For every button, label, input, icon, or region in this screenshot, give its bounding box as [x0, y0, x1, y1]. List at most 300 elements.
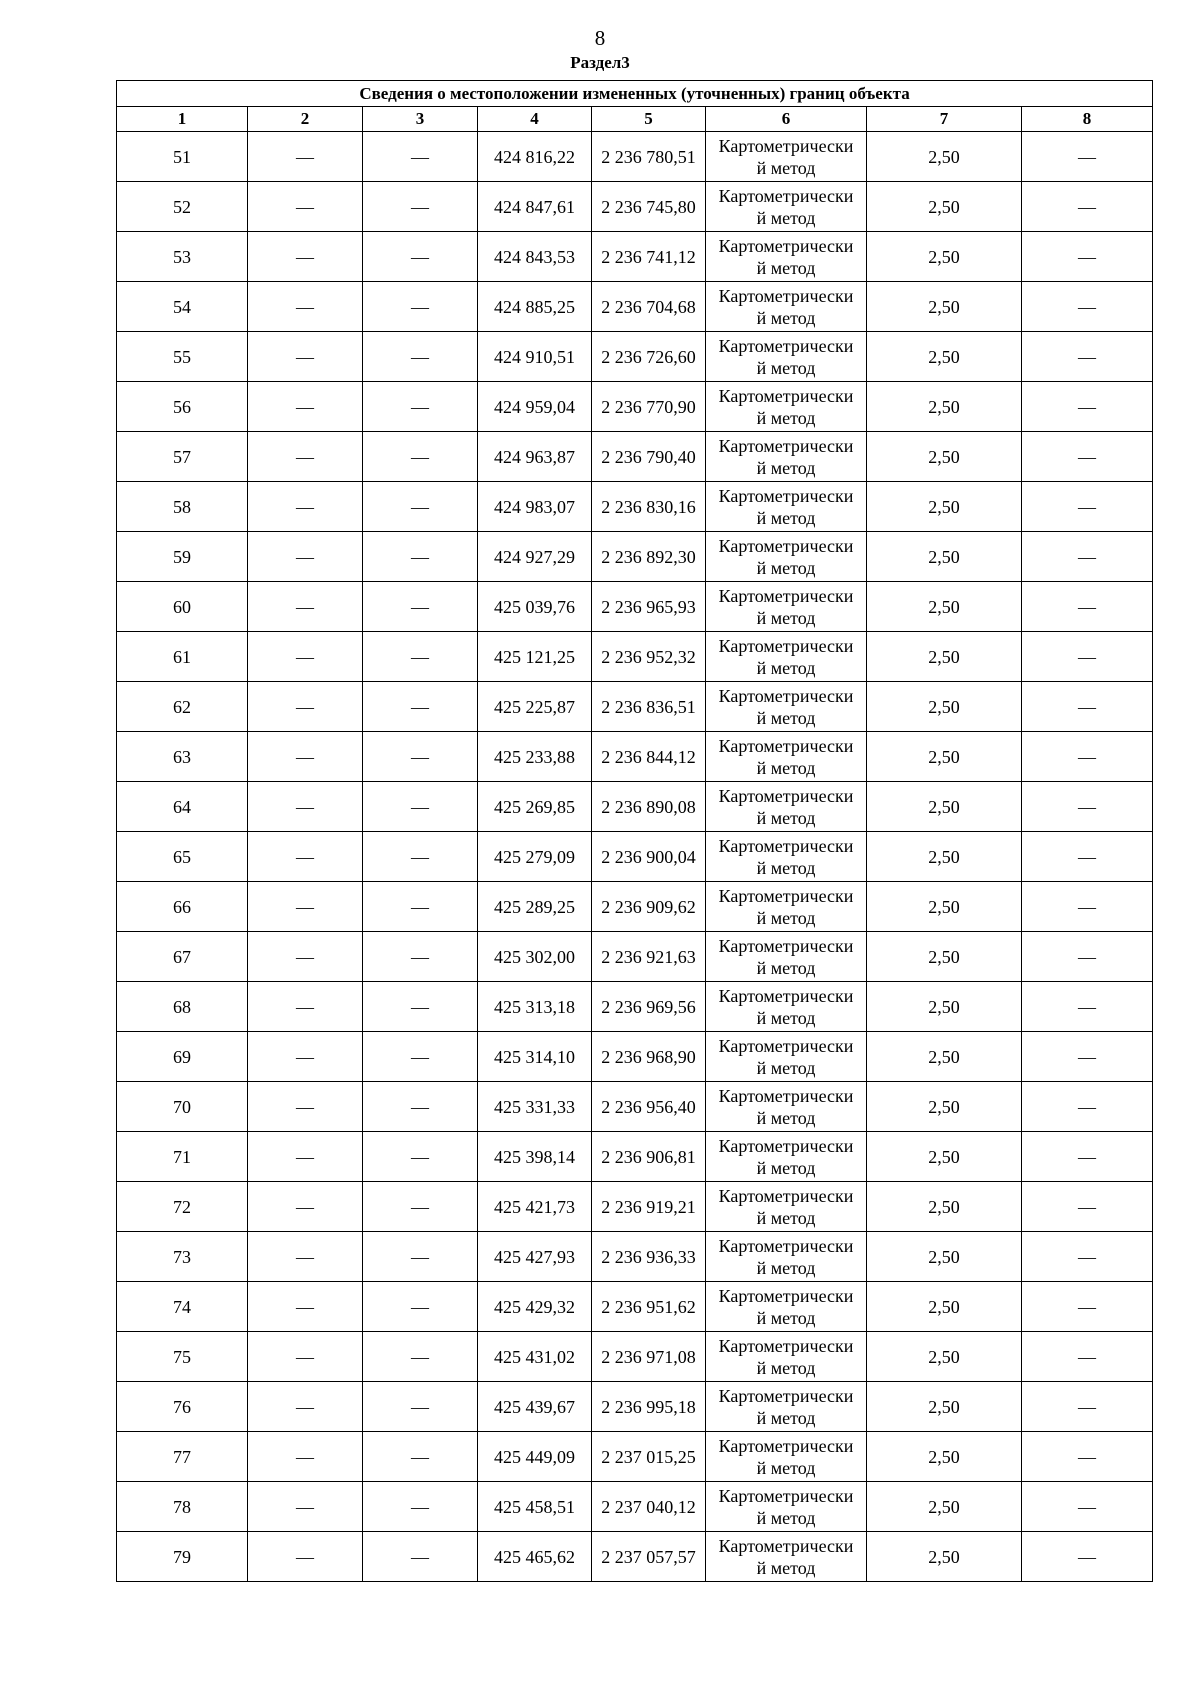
y-coordinate-cell: 2 236 921,63 — [592, 932, 706, 982]
point-number-cell: 61 — [117, 632, 248, 682]
method-line-1: Картометрически — [718, 585, 854, 606]
column-2-cell: — — [248, 1432, 363, 1482]
method-cell — [706, 982, 867, 1032]
method-cell — [706, 682, 867, 732]
method-cell — [706, 1232, 867, 1282]
column-3-cell: — — [363, 632, 478, 682]
x-coordinate-cell: 424 963,87 — [478, 432, 592, 482]
x-coordinate-cell: 425 449,09 — [478, 1432, 592, 1482]
column-8-cell: — — [1022, 482, 1153, 532]
column-2-cell: — — [248, 1532, 363, 1582]
column-3-cell: — — [363, 182, 478, 232]
method-line-2: й метод — [756, 1257, 816, 1278]
point-number-cell: 70 — [117, 1082, 248, 1132]
point-number-cell: 51 — [117, 132, 248, 182]
point-number-cell: 55 — [117, 332, 248, 382]
column-8-cell: — — [1022, 682, 1153, 732]
table-row — [117, 932, 1153, 982]
method-line-1: Картометрически — [718, 135, 854, 156]
point-number-cell: 73 — [117, 1232, 248, 1282]
method-line-2: й метод — [756, 157, 816, 178]
y-coordinate-cell: 2 236 844,12 — [592, 732, 706, 782]
accuracy-cell: 2,50 — [867, 1432, 1022, 1482]
column-3-cell: — — [363, 482, 478, 532]
method-cell — [706, 332, 867, 382]
column-3-cell: — — [363, 782, 478, 832]
method-cell — [706, 782, 867, 832]
accuracy-cell: 2,50 — [867, 532, 1022, 582]
column-3-cell: — — [363, 732, 478, 782]
method-line-1: Картометрически — [718, 735, 854, 756]
y-coordinate-cell: 2 236 919,21 — [592, 1182, 706, 1232]
column-3-cell: — — [363, 282, 478, 332]
accuracy-cell: 2,50 — [867, 1382, 1022, 1432]
point-number-cell: 75 — [117, 1332, 248, 1382]
point-number-cell: 77 — [117, 1432, 248, 1482]
column-8-cell: — — [1022, 832, 1153, 882]
point-number-cell: 54 — [117, 282, 248, 332]
method-cell — [706, 482, 867, 532]
method-cell — [706, 582, 867, 632]
method-cell — [706, 132, 867, 182]
method-line-1: Картометрически — [718, 835, 854, 856]
method-line-1: Картометрически — [718, 385, 854, 406]
y-coordinate-cell: 2 236 830,16 — [592, 482, 706, 532]
method-cell — [706, 1532, 867, 1582]
point-number-cell: 72 — [117, 1182, 248, 1232]
column-header-4: 4 — [478, 107, 592, 132]
method-cell — [706, 632, 867, 682]
x-coordinate-cell: 424 885,25 — [478, 282, 592, 332]
x-coordinate-cell: 424 983,07 — [478, 482, 592, 532]
method-line-1: Картометрически — [718, 235, 854, 256]
accuracy-cell: 2,50 — [867, 1182, 1022, 1232]
column-8-cell: — — [1022, 1082, 1153, 1132]
table-row — [117, 732, 1153, 782]
column-2-cell: — — [248, 1332, 363, 1382]
point-number-cell: 74 — [117, 1282, 248, 1332]
x-coordinate-cell: 424 847,61 — [478, 182, 592, 232]
column-2-cell: — — [248, 1182, 363, 1232]
y-coordinate-cell: 2 236 952,32 — [592, 632, 706, 682]
column-8-cell: — — [1022, 732, 1153, 782]
column-3-cell: — — [363, 882, 478, 932]
column-3-cell: — — [363, 1532, 478, 1582]
column-header-7: 7 — [867, 107, 1022, 132]
column-3-cell: — — [363, 982, 478, 1032]
method-cell — [706, 1082, 867, 1132]
accuracy-cell: 2,50 — [867, 1032, 1022, 1082]
method-line-2: й метод — [756, 407, 816, 428]
column-8-cell: — — [1022, 1282, 1153, 1332]
x-coordinate-cell: 425 331,33 — [478, 1082, 592, 1132]
column-2-cell: — — [248, 1282, 363, 1332]
accuracy-cell: 2,50 — [867, 482, 1022, 532]
method-cell — [706, 882, 867, 932]
accuracy-cell: 2,50 — [867, 382, 1022, 432]
point-number-cell: 79 — [117, 1532, 248, 1582]
accuracy-cell: 2,50 — [867, 982, 1022, 1032]
x-coordinate-cell: 424 816,22 — [478, 132, 592, 182]
y-coordinate-cell: 2 236 780,51 — [592, 132, 706, 182]
method-line-1: Картометрически — [718, 435, 854, 456]
x-coordinate-cell: 425 439,67 — [478, 1382, 592, 1432]
method-line-2: й метод — [756, 1457, 816, 1478]
method-cell — [706, 1182, 867, 1232]
column-8-cell: — — [1022, 982, 1153, 1032]
column-8-cell: — — [1022, 1432, 1153, 1482]
method-line-2: й метод — [756, 1507, 816, 1528]
accuracy-cell: 2,50 — [867, 732, 1022, 782]
point-number-cell: 68 — [117, 982, 248, 1032]
table-row — [117, 282, 1153, 332]
method-cell — [706, 1132, 867, 1182]
x-coordinate-cell: 425 233,88 — [478, 732, 592, 782]
method-line-2: й метод — [756, 1057, 816, 1078]
table-row — [117, 232, 1153, 282]
method-line-2: й метод — [756, 507, 816, 528]
accuracy-cell: 2,50 — [867, 1532, 1022, 1582]
y-coordinate-cell: 2 236 968,90 — [592, 1032, 706, 1082]
method-cell — [706, 232, 867, 282]
point-number-cell: 59 — [117, 532, 248, 582]
column-8-cell: — — [1022, 632, 1153, 682]
accuracy-cell: 2,50 — [867, 882, 1022, 932]
table-row — [117, 332, 1153, 382]
method-line-2: й метод — [756, 1307, 816, 1328]
column-8-cell: — — [1022, 1332, 1153, 1382]
boundary-coordinates-table — [116, 80, 1153, 1582]
table-row — [117, 1532, 1153, 1582]
table-row — [117, 982, 1153, 1032]
table-row — [117, 1032, 1153, 1082]
method-line-1: Картометрически — [718, 185, 854, 206]
column-header-3: 3 — [363, 107, 478, 132]
table-row — [117, 382, 1153, 432]
table-row — [117, 582, 1153, 632]
accuracy-cell: 2,50 — [867, 632, 1022, 682]
column-3-cell: — — [363, 1032, 478, 1082]
method-cell — [706, 532, 867, 582]
column-3-cell: — — [363, 132, 478, 182]
column-3-cell: — — [363, 832, 478, 882]
table-caption: Сведения о местоположении измененных (уточненных) границ объекта — [117, 81, 1153, 107]
table-row — [117, 482, 1153, 532]
accuracy-cell: 2,50 — [867, 832, 1022, 882]
column-2-cell: — — [248, 132, 363, 182]
column-8-cell: — — [1022, 1382, 1153, 1432]
method-line-1: Картометрически — [718, 1485, 854, 1506]
accuracy-cell: 2,50 — [867, 1482, 1022, 1532]
column-header-8: 8 — [1022, 107, 1153, 132]
column-2-cell: — — [248, 632, 363, 682]
y-coordinate-cell: 2 236 951,62 — [592, 1282, 706, 1332]
y-coordinate-cell: 2 236 726,60 — [592, 332, 706, 382]
method-line-2: й метод — [756, 657, 816, 678]
x-coordinate-cell: 425 279,09 — [478, 832, 592, 882]
column-header-1: 1 — [117, 107, 248, 132]
accuracy-cell: 2,50 — [867, 1332, 1022, 1382]
method-cell — [706, 432, 867, 482]
table-row — [117, 1082, 1153, 1132]
column-2-cell: — — [248, 432, 363, 482]
column-2-cell: — — [248, 582, 363, 632]
column-3-cell: — — [363, 382, 478, 432]
table-row — [117, 1332, 1153, 1382]
x-coordinate-cell: 425 421,73 — [478, 1182, 592, 1232]
method-line-1: Картометрически — [718, 485, 854, 506]
column-header-5: 5 — [592, 107, 706, 132]
method-line-1: Картометрически — [718, 335, 854, 356]
method-line-1: Картометрически — [718, 635, 854, 656]
point-number-cell: 65 — [117, 832, 248, 882]
column-3-cell: — — [363, 532, 478, 582]
column-8-cell: — — [1022, 882, 1153, 932]
accuracy-cell: 2,50 — [867, 1282, 1022, 1332]
y-coordinate-cell: 2 236 741,12 — [592, 232, 706, 282]
method-line-1: Картометрически — [718, 885, 854, 906]
column-2-cell: — — [248, 982, 363, 1032]
method-line-2: й метод — [756, 1157, 816, 1178]
column-3-cell: — — [363, 1082, 478, 1132]
column-8-cell: — — [1022, 182, 1153, 232]
method-line-1: Картометрически — [718, 1035, 854, 1056]
point-number-cell: 67 — [117, 932, 248, 982]
point-number-cell: 76 — [117, 1382, 248, 1432]
column-2-cell: — — [248, 382, 363, 432]
y-coordinate-cell: 2 236 892,30 — [592, 532, 706, 582]
table-row — [117, 1232, 1153, 1282]
method-line-1: Картометрически — [718, 1235, 854, 1256]
column-8-cell: — — [1022, 1132, 1153, 1182]
table-row — [117, 1132, 1153, 1182]
column-2-cell: — — [248, 1082, 363, 1132]
column-8-cell: — — [1022, 1232, 1153, 1282]
method-cell — [706, 932, 867, 982]
accuracy-cell: 2,50 — [867, 1132, 1022, 1182]
column-8-cell: — — [1022, 1182, 1153, 1232]
x-coordinate-cell: 425 314,10 — [478, 1032, 592, 1082]
column-8-cell: — — [1022, 1032, 1153, 1082]
accuracy-cell: 2,50 — [867, 782, 1022, 832]
point-number-cell: 62 — [117, 682, 248, 732]
method-cell — [706, 1382, 867, 1432]
column-2-cell: — — [248, 782, 363, 832]
method-cell — [706, 1482, 867, 1532]
table-header-row — [117, 107, 1153, 132]
method-line-1: Картометрически — [718, 935, 854, 956]
column-3-cell: — — [363, 1332, 478, 1382]
y-coordinate-cell: 2 236 956,40 — [592, 1082, 706, 1132]
page-number: 8 — [594, 26, 606, 50]
column-8-cell: — — [1022, 1482, 1153, 1532]
x-coordinate-cell: 425 398,14 — [478, 1132, 592, 1182]
y-coordinate-cell: 2 236 704,68 — [592, 282, 706, 332]
method-line-1: Картометрически — [718, 1185, 854, 1206]
accuracy-cell: 2,50 — [867, 132, 1022, 182]
method-line-1: Картометрически — [718, 785, 854, 806]
method-line-1: Картометрически — [718, 985, 854, 1006]
column-8-cell: — — [1022, 132, 1153, 182]
method-line-1: Картометрически — [718, 285, 854, 306]
column-3-cell: — — [363, 1232, 478, 1282]
method-cell — [706, 1432, 867, 1482]
x-coordinate-cell: 425 289,25 — [478, 882, 592, 932]
method-line-2: й метод — [756, 907, 816, 928]
y-coordinate-cell: 2 236 965,93 — [592, 582, 706, 632]
column-2-cell: — — [248, 932, 363, 982]
y-coordinate-cell: 2 237 015,25 — [592, 1432, 706, 1482]
table-row — [117, 132, 1153, 182]
accuracy-cell: 2,50 — [867, 182, 1022, 232]
column-3-cell: — — [363, 232, 478, 282]
method-line-2: й метод — [756, 207, 816, 228]
x-coordinate-cell: 424 910,51 — [478, 332, 592, 382]
y-coordinate-cell: 2 236 836,51 — [592, 682, 706, 732]
column-3-cell: — — [363, 932, 478, 982]
table-row — [117, 1432, 1153, 1482]
method-line-2: й метод — [756, 557, 816, 578]
method-cell — [706, 732, 867, 782]
x-coordinate-cell: 425 039,76 — [478, 582, 592, 632]
y-coordinate-cell: 2 236 995,18 — [592, 1382, 706, 1432]
column-2-cell: — — [248, 682, 363, 732]
method-line-1: Картометрически — [718, 1435, 854, 1456]
method-line-2: й метод — [756, 857, 816, 878]
column-8-cell: — — [1022, 232, 1153, 282]
table-row — [117, 432, 1153, 482]
column-2-cell: — — [248, 282, 363, 332]
column-8-cell: — — [1022, 382, 1153, 432]
column-3-cell: — — [363, 1432, 478, 1482]
x-coordinate-cell: 425 302,00 — [478, 932, 592, 982]
point-number-cell: 52 — [117, 182, 248, 232]
y-coordinate-cell: 2 237 040,12 — [592, 1482, 706, 1532]
method-line-1: Картометрически — [718, 1085, 854, 1106]
x-coordinate-cell: 424 927,29 — [478, 532, 592, 582]
method-line-1: Картометрически — [718, 1385, 854, 1406]
method-line-1: Картометрически — [718, 1535, 854, 1556]
method-line-2: й метод — [756, 1207, 816, 1228]
column-3-cell: — — [363, 1482, 478, 1532]
column-2-cell: — — [248, 1032, 363, 1082]
column-2-cell: — — [248, 882, 363, 932]
table-row — [117, 1182, 1153, 1232]
table-row — [117, 832, 1153, 882]
column-8-cell: — — [1022, 1532, 1153, 1582]
column-2-cell: — — [248, 1232, 363, 1282]
accuracy-cell: 2,50 — [867, 232, 1022, 282]
method-cell — [706, 1282, 867, 1332]
point-number-cell: 63 — [117, 732, 248, 782]
method-line-1: Картометрически — [718, 1285, 854, 1306]
y-coordinate-cell: 2 236 971,08 — [592, 1332, 706, 1382]
method-cell — [706, 382, 867, 432]
method-cell — [706, 1032, 867, 1082]
y-coordinate-cell: 2 236 909,62 — [592, 882, 706, 932]
x-coordinate-cell: 425 429,32 — [478, 1282, 592, 1332]
method-line-2: й метод — [756, 607, 816, 628]
x-coordinate-cell: 425 269,85 — [478, 782, 592, 832]
point-number-cell: 71 — [117, 1132, 248, 1182]
y-coordinate-cell: 2 236 770,90 — [592, 382, 706, 432]
column-8-cell: — — [1022, 782, 1153, 832]
y-coordinate-cell: 2 236 936,33 — [592, 1232, 706, 1282]
column-3-cell: — — [363, 332, 478, 382]
y-coordinate-cell: 2 236 900,04 — [592, 832, 706, 882]
method-line-2: й метод — [756, 357, 816, 378]
method-line-2: й метод — [756, 257, 816, 278]
column-8-cell: — — [1022, 532, 1153, 582]
method-cell — [706, 1332, 867, 1382]
method-line-2: й метод — [756, 1357, 816, 1378]
method-line-2: й метод — [756, 457, 816, 478]
column-2-cell: — — [248, 482, 363, 532]
column-2-cell: — — [248, 182, 363, 232]
method-line-2: й метод — [756, 1407, 816, 1428]
table-row — [117, 532, 1153, 582]
method-line-2: й метод — [756, 1557, 816, 1578]
method-line-2: й метод — [756, 707, 816, 728]
point-number-cell: 53 — [117, 232, 248, 282]
accuracy-cell: 2,50 — [867, 1232, 1022, 1282]
x-coordinate-cell: 425 121,25 — [478, 632, 592, 682]
column-header-2: 2 — [248, 107, 363, 132]
column-8-cell: — — [1022, 282, 1153, 332]
table-row — [117, 1382, 1153, 1432]
column-2-cell: — — [248, 232, 363, 282]
method-line-1: Картометрически — [718, 685, 854, 706]
table-caption-row — [117, 81, 1153, 107]
x-coordinate-cell: 425 458,51 — [478, 1482, 592, 1532]
section-title: Раздел3 — [570, 53, 630, 72]
method-line-1: Картометрически — [718, 535, 854, 556]
column-2-cell: — — [248, 532, 363, 582]
point-number-cell: 69 — [117, 1032, 248, 1082]
y-coordinate-cell: 2 236 890,08 — [592, 782, 706, 832]
table-row — [117, 882, 1153, 932]
x-coordinate-cell: 425 431,02 — [478, 1332, 592, 1382]
column-3-cell: — — [363, 1382, 478, 1432]
column-8-cell: — — [1022, 582, 1153, 632]
accuracy-cell: 2,50 — [867, 432, 1022, 482]
point-number-cell: 56 — [117, 382, 248, 432]
accuracy-cell: 2,50 — [867, 1082, 1022, 1132]
table-row — [117, 782, 1153, 832]
column-2-cell: — — [248, 832, 363, 882]
point-number-cell: 58 — [117, 482, 248, 532]
accuracy-cell: 2,50 — [867, 332, 1022, 382]
column-2-cell: — — [248, 1132, 363, 1182]
column-3-cell: — — [363, 432, 478, 482]
column-2-cell: — — [248, 332, 363, 382]
y-coordinate-cell: 2 237 057,57 — [592, 1532, 706, 1582]
accuracy-cell: 2,50 — [867, 682, 1022, 732]
column-header-6: 6 — [706, 107, 867, 132]
point-number-cell: 66 — [117, 882, 248, 932]
column-3-cell: — — [363, 1132, 478, 1182]
method-line-2: й метод — [756, 957, 816, 978]
table-row — [117, 1482, 1153, 1532]
x-coordinate-cell: 425 225,87 — [478, 682, 592, 732]
method-cell — [706, 832, 867, 882]
accuracy-cell: 2,50 — [867, 282, 1022, 332]
y-coordinate-cell: 2 236 745,80 — [592, 182, 706, 232]
column-3-cell: — — [363, 582, 478, 632]
column-3-cell: — — [363, 1182, 478, 1232]
x-coordinate-cell: 425 313,18 — [478, 982, 592, 1032]
x-coordinate-cell: 425 427,93 — [478, 1232, 592, 1282]
